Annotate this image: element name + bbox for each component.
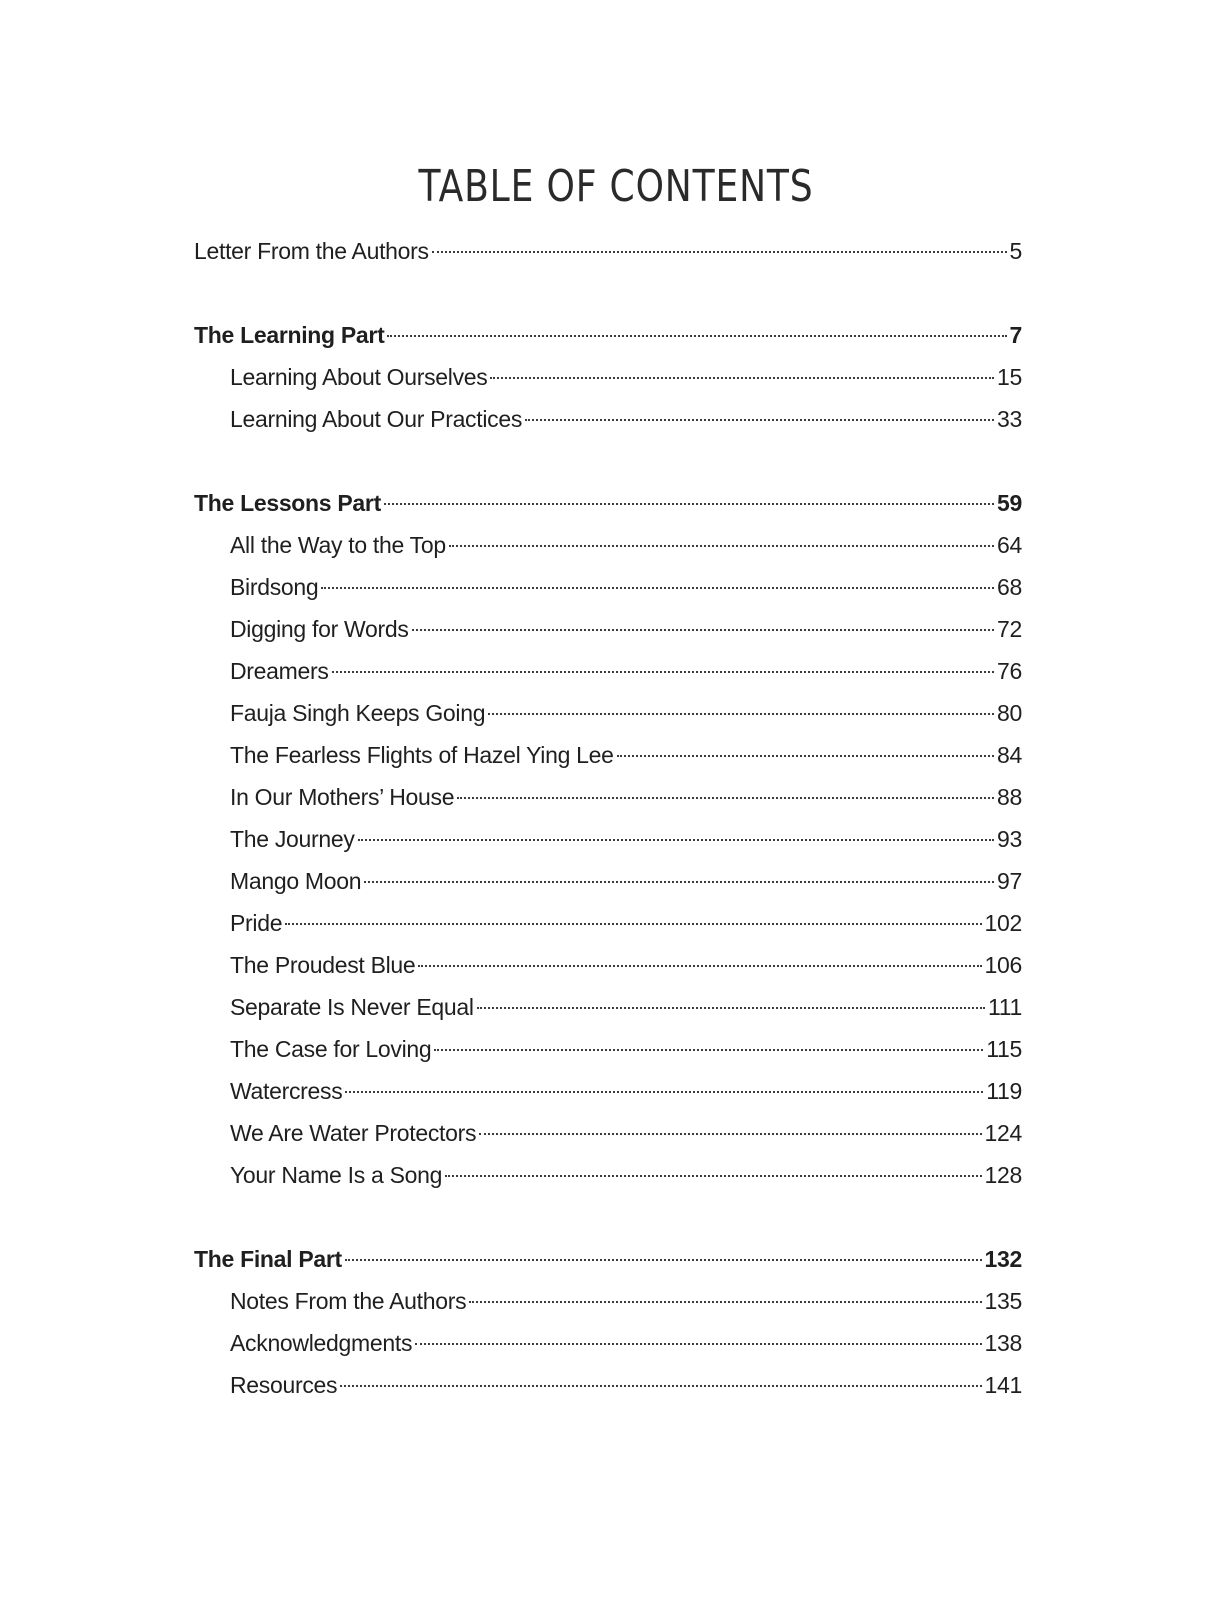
toc-entry-label: Birdsong: [230, 574, 319, 600]
dot-leader: [321, 587, 994, 589]
dot-leader: [332, 671, 994, 673]
toc-page-number: 119: [986, 1078, 1022, 1104]
toc-entry-label: In Our Mothers’ House: [230, 784, 455, 810]
toc-entry-label: Your Name Is a Song: [230, 1162, 443, 1188]
toc-page-number: 68: [997, 574, 1022, 600]
toc-page-number: 59: [997, 490, 1022, 516]
dot-leader: [345, 1091, 983, 1093]
toc-page-number: 5: [1009, 238, 1022, 264]
toc-page-number: 88: [997, 784, 1022, 810]
toc-page-number: 64: [997, 532, 1022, 558]
toc-page-number: 76: [997, 658, 1022, 684]
toc-page-number: 84: [997, 742, 1022, 768]
toc-entry-label: Acknowledgments: [230, 1330, 413, 1356]
dot-leader: [469, 1301, 981, 1303]
toc-sub-entry: [194, 1364, 1022, 1406]
toc-sub-entry: [194, 1112, 1022, 1154]
toc-sub-entry: [194, 692, 1022, 734]
toc-sub-entry: [194, 986, 1022, 1028]
toc-sub-entry: [194, 398, 1022, 440]
toc-entry-label: All the Way to the Top: [230, 532, 446, 558]
dot-leader: [479, 1133, 981, 1135]
toc-entry-label: Mango Moon: [230, 868, 362, 894]
toc-sub-entry: [194, 650, 1022, 692]
toc-entry-label: Letter From the Authors: [194, 238, 429, 264]
toc-sub-entry: [194, 356, 1022, 398]
toc-section: [194, 482, 1022, 1196]
toc-page-number: 15: [997, 364, 1022, 390]
toc-page-number: 138: [984, 1330, 1022, 1356]
toc-page-number: 80: [997, 700, 1022, 726]
toc-sub-entry: [194, 902, 1022, 944]
dot-leader: [415, 1343, 981, 1345]
toc-entry: [194, 230, 1022, 272]
toc-sub-entry: [194, 608, 1022, 650]
toc-entry-label: The Final Part: [194, 1246, 342, 1272]
toc-sub-entry: [194, 1154, 1022, 1196]
toc-entry-label: Digging for Words: [230, 616, 409, 642]
toc-entry-label: The Case for Loving: [230, 1036, 432, 1062]
toc-section: [194, 314, 1022, 440]
toc-entry-label: The Lessons Part: [194, 490, 381, 516]
toc-entry-label: Notes From the Authors: [230, 1288, 467, 1314]
toc-entry-label: Dreamers: [230, 658, 329, 684]
toc-page-number: 132: [984, 1246, 1022, 1272]
dot-leader: [617, 755, 994, 757]
toc-entry-label: Learning About Ourselves: [230, 364, 488, 390]
toc-entry-label: Watercress: [230, 1078, 343, 1104]
toc-entry-label: Separate Is Never Equal: [230, 994, 474, 1020]
dot-leader: [387, 335, 1006, 337]
dot-leader: [445, 1175, 981, 1177]
dot-leader: [418, 965, 981, 967]
toc-page-number: 72: [997, 616, 1022, 642]
toc-page-number: 124: [984, 1120, 1022, 1146]
table-of-contents: [194, 230, 1022, 1448]
toc-sub-entry: [194, 776, 1022, 818]
dot-leader: [488, 713, 994, 715]
toc-entry-label: Learning About Our Practices: [230, 406, 523, 432]
dot-leader: [490, 377, 994, 379]
toc-page-number: 115: [986, 1036, 1022, 1062]
toc-sub-entry: [194, 1028, 1022, 1070]
dot-leader: [384, 503, 994, 505]
toc-part-entry: [194, 314, 1022, 356]
toc-entry-label: We Are Water Protectors: [230, 1120, 477, 1146]
dot-leader: [285, 923, 981, 925]
page-title: TABLE OF CONTENTS: [418, 161, 814, 213]
toc-sub-entry: [194, 1280, 1022, 1322]
toc-sub-entry: [194, 860, 1022, 902]
toc-part-entry: [194, 1238, 1022, 1280]
toc-page-number: 106: [984, 952, 1022, 978]
dot-leader: [412, 629, 994, 631]
toc-sub-entry: [194, 566, 1022, 608]
toc-entry-label: Resources: [230, 1372, 338, 1398]
toc-sub-entry: [194, 818, 1022, 860]
dot-leader: [364, 881, 994, 883]
dot-leader: [457, 797, 994, 799]
toc-sub-entry: [194, 1070, 1022, 1112]
toc-section: [194, 1238, 1022, 1406]
toc-page-number: 7: [1009, 322, 1022, 348]
toc-sub-entry: [194, 734, 1022, 776]
dot-leader: [358, 839, 994, 841]
dot-leader: [432, 251, 1007, 253]
toc-section: [194, 230, 1022, 272]
dot-leader: [340, 1385, 981, 1387]
toc-sub-entry: [194, 524, 1022, 566]
toc-entry-label: The Fearless Flights of Hazel Ying Lee: [230, 742, 614, 768]
toc-entry-label: Pride: [230, 910, 283, 936]
dot-leader: [434, 1049, 983, 1051]
toc-page-number: 97: [997, 868, 1022, 894]
toc-entry-label: The Journey: [230, 826, 355, 852]
toc-entry-label: Fauja Singh Keeps Going: [230, 700, 486, 726]
dot-leader: [345, 1259, 982, 1261]
toc-page-number: 135: [984, 1288, 1022, 1314]
dot-leader: [525, 419, 994, 421]
toc-part-entry: [194, 482, 1022, 524]
toc-page-number: 128: [984, 1162, 1022, 1188]
dot-leader: [477, 1007, 985, 1009]
toc-page-number: 141: [984, 1372, 1022, 1398]
toc-entry-label: The Proudest Blue: [230, 952, 416, 978]
toc-entry-label: The Learning Part: [194, 322, 385, 348]
dot-leader: [449, 545, 994, 547]
toc-sub-entry: [194, 944, 1022, 986]
toc-page-number: 102: [984, 910, 1022, 936]
toc-page-number: 111: [987, 994, 1022, 1020]
toc-sub-entry: [194, 1322, 1022, 1364]
toc-page-number: 93: [997, 826, 1022, 852]
toc-page-number: 33: [997, 406, 1022, 432]
